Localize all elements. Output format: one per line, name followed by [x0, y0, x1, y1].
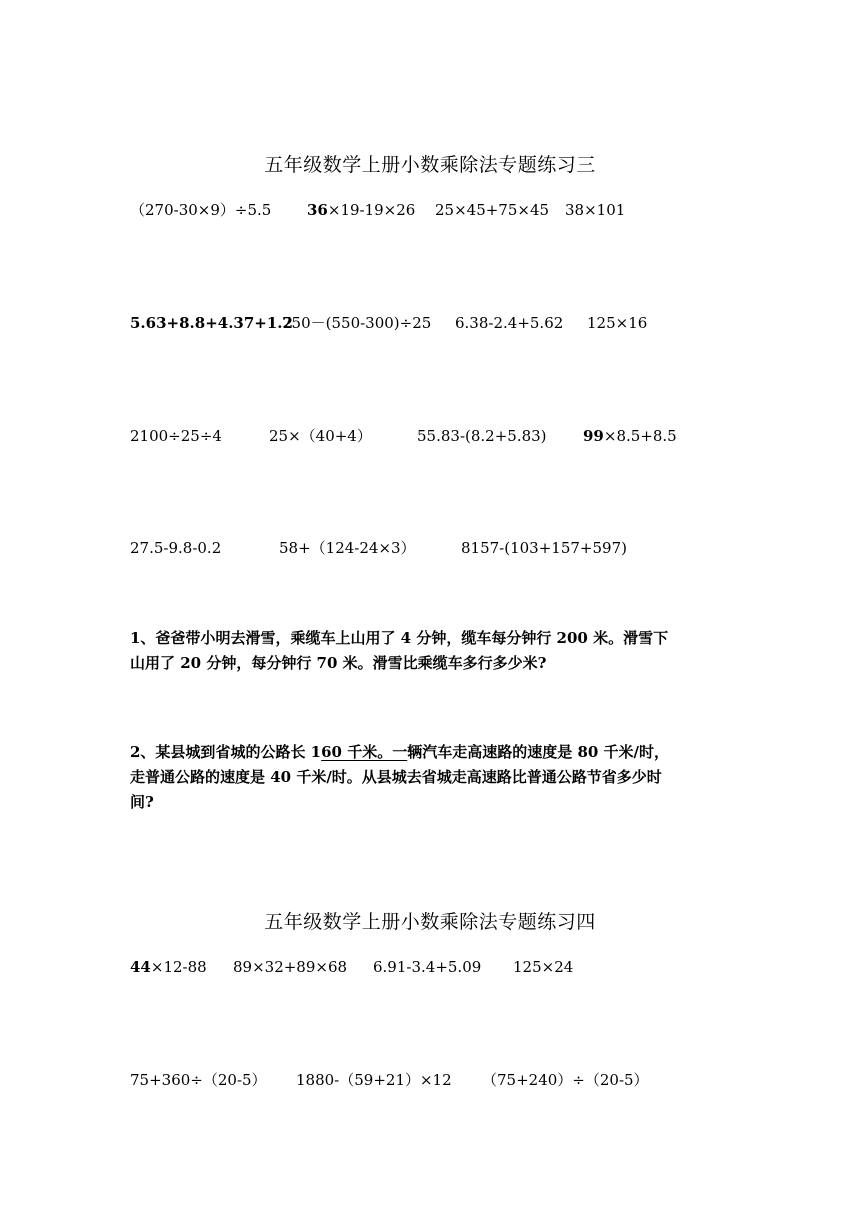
expression: （270-30×9）÷5.5 — [130, 201, 272, 219]
expression: 27.5-9.8-0.2 — [130, 539, 222, 557]
problem-line: 1、爸爸带小明去滑雪，乘缆车上山用了 4 分钟，缆车每分钟行 200 米。滑雪下 — [130, 629, 669, 647]
section-title-4: 五年级数学上册小数乘除法专题练习四 — [264, 911, 596, 933]
problem-line: 2、某县城到省城的公路长 160 千米。一辆汽车走高速路的速度是 80 千米/时， — [130, 743, 670, 761]
expression: （75+240）÷（20-5） — [482, 1071, 649, 1089]
expression: 125×16 — [587, 314, 648, 332]
problem-line: 山用了 20 分钟，每分钟行 70 米。滑雪比乘缆车多行多少米? — [130, 654, 547, 672]
problem-line: 走普通公路的速度是 40 千米/时。从县城去省城走高速路比普通公路节省多少时 — [130, 768, 662, 786]
problem-line: 间? — [130, 793, 154, 811]
expression: 58+（124-24×3） — [279, 539, 416, 557]
expression: 25×（40+4） — [269, 427, 372, 445]
expression: 44×12-88 — [130, 958, 207, 976]
word-problem-2 — [130, 740, 740, 815]
expression: 38×101 — [565, 201, 626, 219]
expression: 75+360÷（20-5） — [130, 1071, 267, 1089]
expression: 36×19-19×26 — [307, 201, 416, 219]
expression: 6.91-3.4+5.09 — [373, 958, 482, 976]
expression: 2100÷25÷4 — [130, 427, 222, 445]
expression: 89×32+89×68 — [233, 958, 348, 976]
expression: 5.63+8.8+4.37+1.2 — [130, 314, 293, 332]
expression: 1880-（59+21）×12 — [296, 1071, 452, 1089]
expression: 6.38-2.4+5.62 — [455, 314, 564, 332]
expression: 99×8.5+8.5 — [583, 427, 677, 445]
underlined-text: 60 千米。一 — [321, 743, 408, 761]
section-title-3: 五年级数学上册小数乘除法专题练习三 — [264, 154, 596, 176]
expression: 125×24 — [513, 958, 574, 976]
expression: 8157-(103+157+597) — [461, 539, 627, 557]
expression: 55.83-(8.2+5.83) — [417, 427, 547, 445]
word-problem-1 — [130, 626, 740, 676]
expression: 25×45+75×45 — [435, 201, 550, 219]
expression: 750－(550-300)÷25 — [282, 314, 432, 332]
